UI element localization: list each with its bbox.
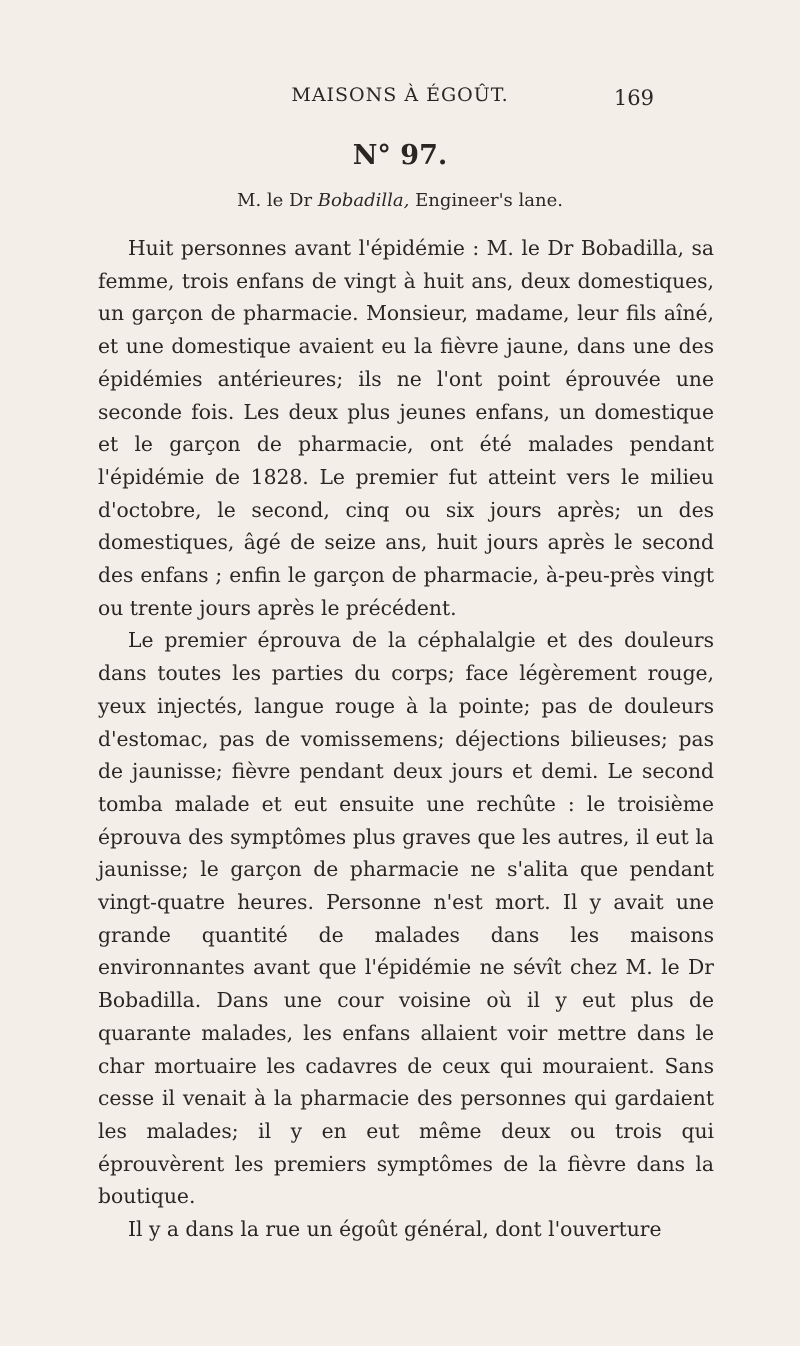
entry-number: N° 97. <box>352 140 448 171</box>
subtitle-suffix: Engineer's lane. <box>409 190 563 211</box>
subtitle-name: Bobadilla, <box>317 190 410 211</box>
entry-subtitle <box>0 190 800 211</box>
paragraph-2: Le premier éprouva de la céphalalgie et des douleurs dans toutes les parties du corps; face légèrement rouge, yeux injectés, langue rouge à la pointe; pas de douleurs d'estomac, pas de vomissemens; déjections bilieuses; pas de jaunisse; fièvre pendant deux jours et demi. Le second tomba malade et eut ensuite une rechûte : le troisième éprouva des symptômes plus graves que les autres, il eut la jaunisse; le garçon de pharmacie ne s'alita que pendant vingt-quatre heures. Personne n'est mort. Il y avait une grande quantité de malades dans les maisons environnantes avant que l'épidémie ne sévît chez M. le Dr Bobadilla. Dans une cour voisine où il y eut plus de quarante malades, les enfans allaient voir mettre dans le char mortuaire les cadavres de ceux qui mouraient. Sans cesse il venait à la pharmacie des personnes qui gardaient les malades; il y en eut même deux ou trois qui éprouvèrent les premiers symptômes de la fièvre dans la boutique. <box>98 628 714 1209</box>
paragraph-3: Il y a dans la rue un égoût général, dont l'ouverture <box>128 1217 662 1242</box>
subtitle-prefix: M. le Dr <box>237 190 318 211</box>
running-head <box>0 84 800 114</box>
body-text <box>98 232 714 1246</box>
paragraph-1: Huit personnes avant l'épidémie : M. le Dr Bobadilla, sa femme, trois enfans de vingt à huit ans, deux domestiques, un garçon de pharmacie. Monsieur, madame, leur fils aîné, et une domestique avaient eu la fièvre jaune, dans une des épidémies antérieures; ils ne l'ont point éprouvée une seconde fois. Les deux plus jeunes enfans, un domestique et le garçon de pharmacie, ont été malades pendant l'épidémie de 1828. Le premier fut atteint vers le milieu d'octobre, le second, cinq ou six jours après; un des domestiques, âgé de seize ans, huit jours après le second des enfans ; enfin le garçon de pharmacie, à-peu-près vingt ou trente jours après le précédent. <box>98 236 714 620</box>
running-title: MAISONS À ÉGOÛT. <box>291 84 509 106</box>
page-number: 169 <box>613 86 654 110</box>
